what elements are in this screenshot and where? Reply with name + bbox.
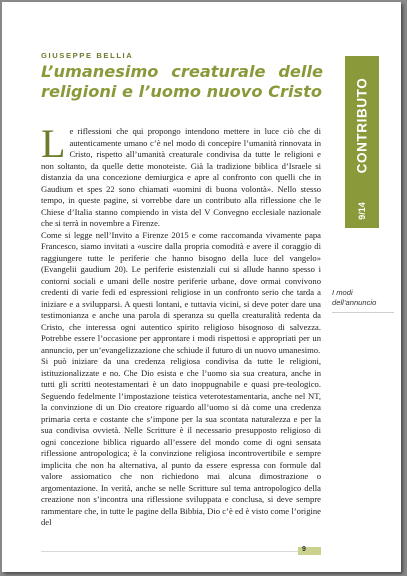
issue-number: 9/14 — [357, 202, 367, 220]
paragraph: Si può iniziare da una credenza religiosa condivisa da tutte le religioni, istituzionalizzate e no. Che Dio esista e che l’uomo sia sua creatura, anche in tutti gli scritti neotestamentari è un dato inoppugnabile e quasi pre-teologico. Seguendo fedelmente l’impostazione teistica veterotestamentaria, anche nel NT, la convinzione di un Dio creatore riguardo all’uomo si dà come una credenza primaria certa e costante che s’impone per la sua scontata naturalezza e per la sua condivisa ovvietà. Nelle Scritture è il necessario presupposto religioso di ogni concezione biblica riguardo all’essere del mondo come di ogni sensata riflessione antropologica; è la convinzione religiosa incontrovertibile e sempre implicita che non ha alternativa, al punto da essere espressa con formule dal valore assiomatico che non richiedono mai alcuna dimostrazione o argomentazione. In verità, anche se nelle Scritture sul tema antropologico della creazione non s’incontra una riflessione sviluppata e conclusa, si deve sempre rammentare che, in tutte le pagine della Bibbia, Dio c’è ed è visto come l’origine del — [41, 356, 321, 527]
paragraph: Come si legge nell’Invito a Firenze 2015 e come raccomanda vivamente papa Francesco, siamo invitati a «uscire dalla propria comodità e avere il coraggio di raggiungere tutte le periferie che hanno bisogno della luce del vangelo» (Evangelii gaudium 20). Le periferie esistenziali cui si allude hanno spesso i contorni sociali e umani delle nostre periferie urbane, dove ormai convivono credenti di varie fedi ed espressioni religiose in un confronto serio che tarda a iniziare e a svilupparsi. A questi lontani, e tuttavia vicini, si deve poter dare una testimonianza e anche una parola di speranza su quella creaturalità redenta da Cristo, che interessa ogni autentico spirito religioso bisognoso di salvezza. Potrebbe essere l’occasione per approntare i modi rispettosi e appropriati per un annuncio, per un’evangelizzazione che schiude il futuro di un nuovo umanesimo. — [41, 229, 321, 355]
article-title — [41, 62, 323, 102]
margin-note: I modi dell’annuncio — [332, 288, 377, 307]
title-line: L’umanesimo creaturale delle — [41, 62, 323, 81]
page-number: 9 — [302, 546, 306, 553]
title-line: religioni e l’uomo nuovo Cristo — [41, 82, 322, 101]
article-body — [41, 121, 321, 529]
paragraph-text: e riflessioni che qui propongo intendono mettere in luce ciò che di autenticamente umano c’è nel modo di concepire l’umanità rinnovata in Cristo, rispetto all’umanità creaturale condivisa da tutte le religioni e non soltanto, da quelle dette monoteiste. Già la tradizione biblica d’Israele si distanzia da una concezione demiurgica e apre al confronto con quelli che in Gaudium et spes 22 sono chiamati «uomini di buona volontà». Nello stesso tempo, in queste pagine, si vorrebbe dare un contributo alla riflessione che le Chiese d’Italia stanno compiendo in vista del V Convegno ecclesiale nazionale che si terrà in novembre a Firenze. — [41, 126, 321, 228]
page — [2, 2, 401, 572]
section-label: CONTRIBUTO — [354, 77, 370, 173]
drop-cap: L — [41, 121, 66, 166]
section-sidebar — [345, 56, 379, 228]
footer-divider — [41, 551, 321, 552]
author-name: GIUSEPPE BELLIA — [41, 51, 134, 60]
margin-divider — [332, 312, 394, 313]
paragraph — [41, 121, 321, 230]
